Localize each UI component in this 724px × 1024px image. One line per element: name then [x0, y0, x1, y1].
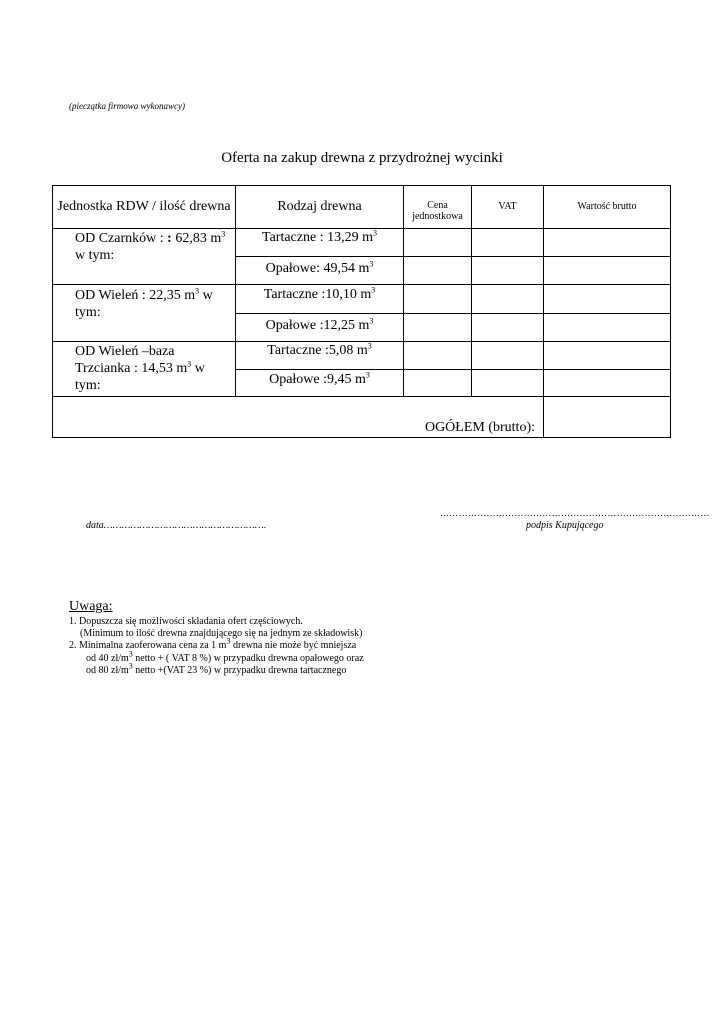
wood-sup: 3	[369, 316, 374, 326]
price-cell[interactable]	[404, 257, 472, 285]
signature-line: ……………………………………………………………………………	[440, 508, 710, 518]
note-2b-sup: 3	[128, 649, 133, 659]
gross-cell[interactable]	[544, 285, 671, 314]
unit-trzcianka-cell	[53, 342, 236, 397]
wood-sup: 3	[365, 370, 370, 380]
note-2-sup: 3	[226, 636, 231, 646]
wood-wielen-fuel	[236, 314, 404, 342]
company-stamp-label: (pieczątka firmowa wykonawcy)	[69, 101, 185, 111]
unit-czarnkow-amount: 62,83 m	[171, 231, 222, 246]
wood-label: Opałowe: 49,54 m	[265, 261, 370, 276]
notes-heading: Uwaga:	[69, 599, 113, 614]
total-label: OGÓŁEM (brutto):	[53, 397, 544, 438]
wood-czarnkow-fuel	[236, 257, 404, 285]
note-2b	[86, 649, 364, 665]
date-field: data……………………………………………….	[86, 520, 267, 531]
vat-cell[interactable]	[472, 314, 544, 342]
header-gross-value: Wartość brutto	[544, 186, 671, 229]
unit-trzcianka-line2: Trzcianka : 14,53 m	[75, 361, 188, 376]
offer-table	[52, 185, 671, 438]
price-cell[interactable]	[404, 285, 472, 314]
header-vat: VAT	[472, 186, 544, 229]
unit-wielen-name: OD Wieleń : 22,35 m	[75, 288, 196, 303]
vat-cell[interactable]	[472, 370, 544, 397]
note-2c	[86, 661, 347, 677]
price-cell[interactable]	[404, 314, 472, 342]
note-2c-rest: netto +(VAT 23 %) w przypadku drewna tartacznego	[132, 665, 347, 676]
table-row	[53, 342, 671, 370]
unit-czarnkow-cell	[53, 229, 236, 285]
vat-cell[interactable]	[472, 257, 544, 285]
note-2c-text: od 80 zł/m	[86, 665, 129, 676]
wood-trzcianka-sawmill	[236, 342, 404, 370]
gross-cell[interactable]	[544, 257, 671, 285]
wood-czarnkow-sawmill	[236, 229, 404, 257]
vat-cell[interactable]	[472, 229, 544, 257]
table-row	[53, 229, 671, 257]
page-title: Oferta na zakup drewna z przydrożnej wycinki	[221, 150, 503, 166]
gross-cell[interactable]	[544, 229, 671, 257]
vat-cell[interactable]	[472, 285, 544, 314]
total-gross-cell[interactable]	[544, 397, 671, 438]
unit-trzcianka-after: w	[191, 361, 205, 376]
wood-sup: 3	[372, 228, 377, 238]
wood-label: Opałowe :12,25 m	[265, 318, 370, 333]
unit-czarnkow-rest: w tym:	[75, 248, 115, 263]
total-row	[53, 397, 671, 438]
price-cell[interactable]	[404, 370, 472, 397]
unit-czarnkow-sup: 3	[221, 229, 226, 239]
buyer-signature-label: podpis Kupującego	[526, 520, 604, 531]
unit-czarnkow-colon: :	[167, 231, 172, 246]
unit-czarnkow-name: OD Czarnków :	[75, 231, 168, 246]
vat-cell[interactable]	[472, 342, 544, 370]
wood-sup: 3	[369, 259, 374, 269]
wood-label: Tartaczne :10,10 m	[263, 287, 372, 302]
unit-trzcianka-name: OD Wieleń –baza	[75, 344, 175, 359]
header-unit: Jednostka RDW / ilość drewna	[53, 186, 236, 229]
wood-trzcianka-fuel	[236, 370, 404, 397]
note-2b-text: od 40 zł/m	[86, 653, 129, 664]
unit-wielen-after: w	[199, 288, 213, 303]
gross-cell[interactable]	[544, 342, 671, 370]
unit-trzcianka-rest: tym:	[75, 378, 101, 393]
header-unit-price: Cena jednostkowa	[404, 186, 472, 229]
note-1b: (Minimum to ilość drewna znajdującego się na jednym ze składowisk)	[80, 628, 363, 639]
note-2	[69, 636, 357, 652]
gross-cell[interactable]	[544, 314, 671, 342]
wood-label: Opałowe :9,45 m	[269, 372, 366, 387]
header-wood-type: Rodzaj drewna	[236, 186, 404, 229]
note-2c-sup: 3	[128, 661, 133, 671]
table-header-row	[53, 186, 671, 229]
note-2-text: 2. Minimalna zaoferowana cena za 1 m	[69, 640, 227, 651]
wood-label: Tartaczne : 13,29 m	[262, 230, 373, 245]
price-cell[interactable]	[404, 342, 472, 370]
wood-sup: 3	[371, 285, 376, 295]
unit-wielen-cell	[53, 285, 236, 342]
unit-wielen-rest: tym:	[75, 305, 101, 320]
wood-sup: 3	[367, 341, 372, 351]
note-2-rest: drewna nie może być mniejsza	[230, 640, 357, 651]
unit-wielen-sup: 3	[195, 286, 200, 296]
wood-label: Tartaczne :5,08 m	[267, 343, 368, 358]
unit-trzcianka-sup: 3	[187, 359, 192, 369]
note-2b-rest: netto + ( VAT 8 %) w przypadku drewna opałowego oraz	[132, 653, 364, 664]
gross-cell[interactable]	[544, 370, 671, 397]
table-row	[53, 285, 671, 314]
note-1: 1. Dopuszcza się możliwości składania ofert częściowych.	[69, 616, 303, 627]
wood-wielen-sawmill	[236, 285, 404, 314]
price-cell[interactable]	[404, 229, 472, 257]
